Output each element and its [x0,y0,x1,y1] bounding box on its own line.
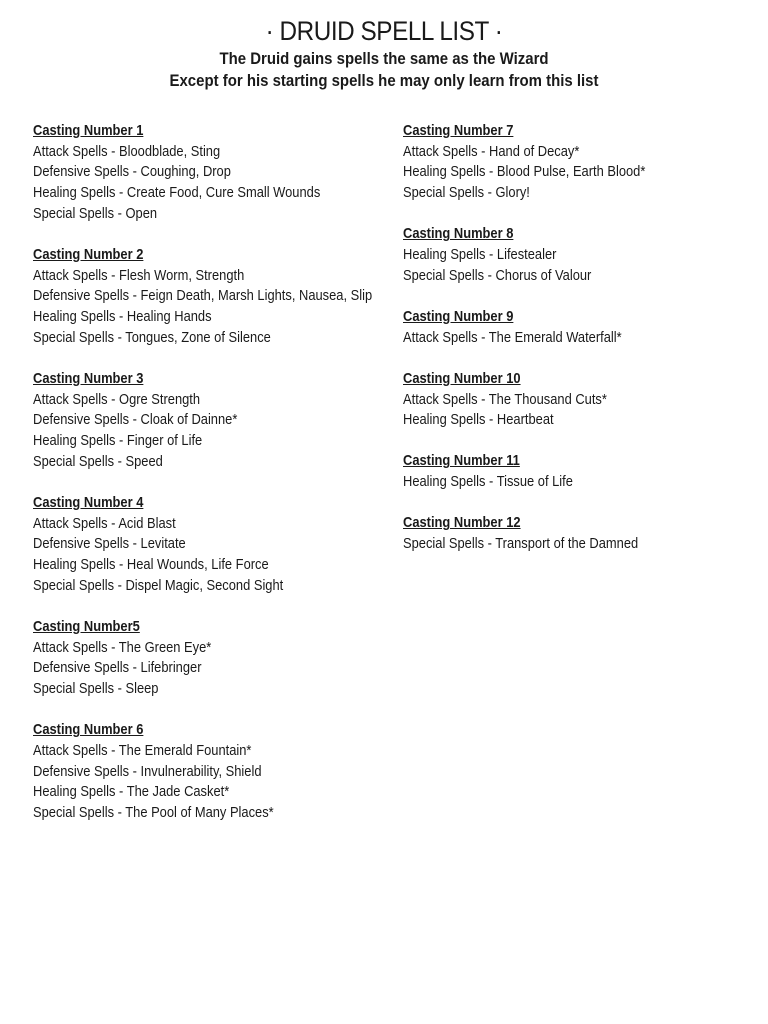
spell-line: Special Spells - Speed [33,452,163,470]
section-heading: Casting Number 4 [33,494,144,512]
spell-section [403,369,763,431]
section-heading: Casting Number 12 [403,514,521,532]
section-heading: Casting Number 6 [33,721,144,739]
spell-line: Healing Spells - Blood Pulse, Earth Blood* [403,163,646,181]
spell-line: Healing Spells - Heartbeat [403,411,554,429]
document-header [0,14,768,92]
spell-line: Healing Spells - The Jade Casket* [33,783,230,801]
spell-section [403,451,763,492]
spell-line: Attack Spells - Bloodblade, Sting [33,142,221,160]
spell-line: Defensive Spells - Levitate [33,535,186,553]
spell-section [33,369,393,473]
spell-section [403,121,763,204]
spell-section [403,513,763,554]
spell-line: Special Spells - Glory! [403,184,530,202]
spell-section [33,720,393,824]
spell-line: Special Spells - The Pool of Many Places* [33,804,274,822]
spell-line: Healing Spells - Finger of Life [33,432,203,450]
spell-line: Special Spells - Open [33,204,158,222]
spell-line: Attack Spells - The Green Eye* [33,638,212,656]
spell-line: Attack Spells - Acid Blast [33,514,176,532]
spell-line: Special Spells - Dispel Magic, Second Sight [33,576,284,594]
spell-line: Defensive Spells - Lifebringer [33,659,202,677]
section-heading: Casting Number 10 [403,369,521,387]
left-column [33,121,393,844]
spell-section [33,493,393,597]
section-heading: Casting Number 8 [403,225,514,243]
spell-line: Attack Spells - Hand of Decay* [403,142,580,160]
spell-section [403,224,763,286]
spell-line: Defensive Spells - Feign Death, Marsh Lights, Nausea, Slip [33,287,373,305]
spell-line: Attack Spells - Ogre Strength [33,390,201,408]
spell-line: Healing Spells - Tissue of Life [403,473,573,491]
spell-section [33,617,393,700]
spell-line: Healing Spells - Create Food, Cure Small Wounds [33,184,321,202]
subtitle-line-1: The Druid gains spells the same as the Wizard [219,49,549,68]
section-heading: Casting Number 9 [403,307,514,325]
subtitle-line-2: Except for his starting spells he may only learn from this list [169,71,599,90]
section-heading: Casting Number5 [33,618,140,636]
spell-line: Defensive Spells - Invulnerability, Shield [33,762,262,780]
section-heading: Casting Number 7 [403,122,514,139]
section-heading: Casting Number 2 [33,246,144,264]
spell-line: Attack Spells - The Emerald Fountain* [33,742,252,760]
section-heading: Casting Number 1 [33,122,144,139]
spell-line: Attack Spells - The Emerald Waterfall* [403,328,622,346]
spell-line: Defensive Spells - Cloak of Dainne* [33,411,238,429]
spell-line: Special Spells - Sleep [33,680,159,698]
spell-line: Defensive Spells - Coughing, Drop [33,163,231,181]
spell-line: Healing Spells - Heal Wounds, Life Force [33,556,269,574]
spell-section [33,245,393,349]
spell-line: Healing Spells - Lifestealer [403,246,557,264]
spell-line: Attack Spells - The Thousand Cuts* [403,390,607,408]
spell-line: Healing Spells - Healing Hands [33,308,212,326]
spell-section [33,121,393,225]
section-heading: Casting Number 11 [403,452,520,470]
spell-line: Special Spells - Tongues, Zone of Silence [33,328,271,346]
page-title: · DRUID SPELL LIST · [265,16,503,46]
section-heading: Casting Number 3 [33,370,144,388]
spell-section [403,307,763,348]
spell-line: Special Spells - Transport of the Damned [403,535,639,553]
right-column [403,121,763,575]
spell-line: Attack Spells - Flesh Worm, Strength [33,266,245,284]
spell-line: Special Spells - Chorus of Valour [403,266,592,284]
